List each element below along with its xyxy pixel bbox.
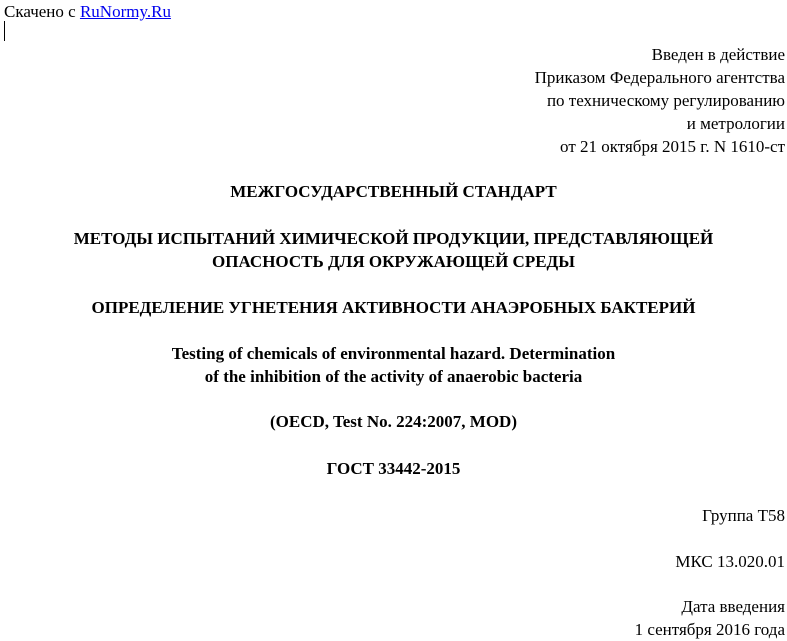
decree-line: Введен в действие <box>651 45 785 64</box>
english-title-line: Testing of chemicals of environmental hazard. Determination <box>171 344 616 363</box>
gost-number <box>0 457 787 480</box>
source-line <box>4 0 171 23</box>
text-cursor <box>4 21 5 41</box>
interstate-standard-title <box>0 180 787 203</box>
methods-title <box>0 227 787 273</box>
introduction-date-block <box>635 595 785 641</box>
source-link[interactable]: RuNormy.Ru <box>79 2 171 21</box>
english-title <box>0 342 787 388</box>
introduction-date-value: 1 сентября 2016 года <box>634 620 785 639</box>
definition-title-text: ОПРЕДЕЛЕНИЕ УГНЕТЕНИЯ АКТИВНОСТИ АНАЭРОБНЫХ БАКТЕРИЙ <box>91 298 696 317</box>
oecd-reference <box>0 410 787 433</box>
interstate-standard-text: МЕЖГОСУДАРСТВЕННЫЙ СТАНДАРТ <box>230 182 557 201</box>
source-prefix: Скачено с <box>4 2 80 21</box>
oecd-reference-text: (OECD, Test No. 224:2007, MOD) <box>270 412 517 431</box>
decree-line: по техническому регулированию <box>546 91 785 110</box>
definition-title <box>0 296 787 319</box>
gost-number-text: ГОСТ 33442-2015 <box>326 459 461 478</box>
decree-line: и метрологии <box>686 114 785 133</box>
mks-code: МКС 13.020.01 <box>675 552 785 571</box>
decree-block <box>535 43 785 158</box>
decree-line: от 21 октября 2015 г. N 1610-ст <box>560 137 785 156</box>
methods-title-line: ОПАСНОСТЬ ДЛЯ ОКРУЖАЮЩЕЙ СРЕДЫ <box>212 252 575 271</box>
english-title-line: of the inhibition of the activity of anaerobic bacteria <box>204 367 583 386</box>
decree-line: Приказом Федерального агентства <box>534 68 785 87</box>
group-code: Группа Т58 <box>702 506 785 525</box>
methods-title-line: МЕТОДЫ ИСПЫТАНИЙ ХИМИЧЕСКОЙ ПРОДУКЦИИ, ПРЕДСТАВЛЯЮЩЕЙ <box>73 229 714 248</box>
introduction-date-label: Дата введения <box>681 597 785 616</box>
